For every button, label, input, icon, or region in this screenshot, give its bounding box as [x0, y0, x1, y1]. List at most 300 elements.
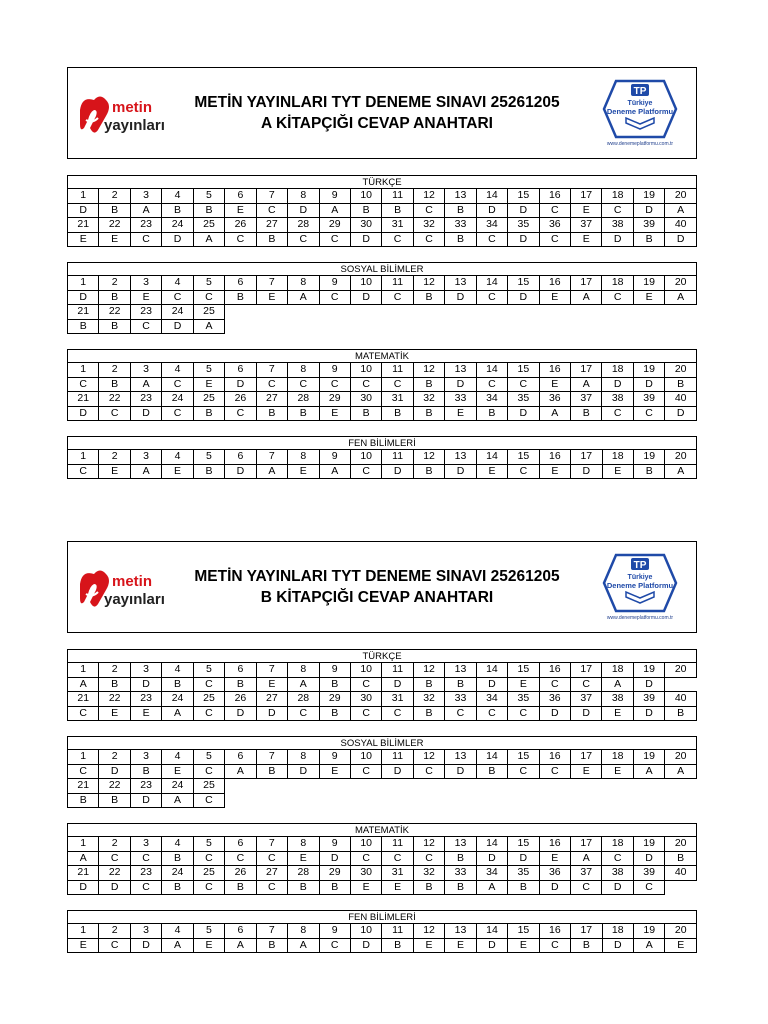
question-number-cell: 10: [350, 837, 381, 852]
answer-grid: [67, 188, 697, 247]
question-number-cell: 3: [130, 750, 161, 765]
answer-cell: D: [350, 290, 381, 305]
question-number-cell: 38: [602, 866, 633, 881]
question-number-cell: 8: [288, 924, 319, 939]
answer-cell: D: [130, 793, 161, 808]
answer-cell: E: [539, 290, 570, 305]
answer-cell: B: [288, 406, 319, 421]
answer-cell: E: [99, 232, 130, 247]
answer-grid: [67, 362, 697, 421]
answer-cell: D: [476, 938, 507, 953]
answer-cell: D: [225, 377, 256, 392]
answer-cell: C: [350, 764, 381, 779]
answer-cell: A: [665, 764, 697, 779]
answer-cell: B: [130, 764, 161, 779]
question-number-cell: 5: [193, 276, 224, 291]
answer-cell: C: [539, 203, 570, 218]
empty-cell: [633, 305, 664, 320]
platform-url: www.denemeplatformu.com.tr: [606, 615, 674, 621]
question-number-cell: 22: [99, 866, 130, 881]
question-number-cell: 14: [476, 276, 507, 291]
section-title: FEN BİLİMLERİ: [67, 910, 697, 923]
empty-cell: [602, 779, 633, 794]
question-number-cell: 17: [571, 363, 602, 378]
question-number-cell: 32: [413, 218, 444, 233]
answer-cell: C: [193, 764, 224, 779]
answer-cell: D: [633, 851, 664, 866]
question-number-cell: 31: [382, 866, 413, 881]
answer-cell: D: [130, 677, 161, 692]
platform-url: www.denemeplatformu.com.tr: [606, 141, 674, 147]
answer-cell: D: [256, 706, 287, 721]
answer-cell: C: [319, 938, 350, 953]
answer-cell: B: [319, 677, 350, 692]
answer-cell: E: [571, 764, 602, 779]
question-number-row: [68, 866, 697, 881]
answer-cell: A: [68, 677, 99, 692]
answer-cell: E: [633, 290, 664, 305]
question-number-cell: 6: [225, 276, 256, 291]
question-number-cell: 6: [225, 363, 256, 378]
question-number-cell: 16: [539, 663, 570, 678]
question-number-cell: 8: [288, 837, 319, 852]
question-number-cell: 2: [99, 363, 130, 378]
answer-cell: C: [193, 880, 224, 895]
answer-cell: A: [68, 851, 99, 866]
question-number-cell: 30: [350, 218, 381, 233]
empty-cell: [539, 779, 570, 794]
question-number-cell: 5: [193, 924, 224, 939]
answer-cell: D: [476, 203, 507, 218]
answer-cell: B: [225, 677, 256, 692]
answer-row: [68, 851, 697, 866]
empty-cell: [350, 319, 381, 334]
question-number-cell: 37: [571, 218, 602, 233]
answer-cell: B: [445, 851, 476, 866]
question-number-cell: 24: [162, 779, 193, 794]
svg-text:TP: TP: [633, 86, 647, 97]
question-number-row: [68, 189, 697, 204]
answer-row: [68, 677, 697, 692]
answer-cell: D: [99, 880, 130, 895]
empty-cell: [256, 793, 287, 808]
answer-row: [68, 203, 697, 218]
answer-cell: D: [508, 851, 539, 866]
answer-cell: D: [99, 764, 130, 779]
answer-cell: D: [68, 203, 99, 218]
question-number-cell: 9: [319, 837, 350, 852]
answer-cell: C: [476, 290, 507, 305]
question-number-cell: 12: [413, 663, 444, 678]
answer-cell: B: [445, 232, 476, 247]
question-number-cell: 20: [665, 276, 697, 291]
answer-cell: B: [633, 232, 664, 247]
section-title: MATEMATİK: [67, 823, 697, 836]
answer-cell: C: [256, 880, 287, 895]
answer-cell: D: [288, 764, 319, 779]
empty-cell: [539, 319, 570, 334]
answer-cell: E: [288, 851, 319, 866]
empty-cell: [571, 793, 602, 808]
question-number-cell: 28: [288, 392, 319, 407]
answer-cell: D: [602, 377, 633, 392]
question-number-cell: 14: [476, 363, 507, 378]
empty-cell: [571, 305, 602, 320]
answer-cell: B: [99, 677, 130, 692]
question-number-cell: 40: [665, 392, 697, 407]
answer-cell: C: [99, 851, 130, 866]
answer-cell: B: [99, 290, 130, 305]
question-number-cell: 1: [68, 837, 99, 852]
question-number-cell: 3: [130, 837, 161, 852]
answer-cell: B: [99, 319, 130, 334]
answer-cell: A: [634, 938, 665, 953]
answer-cell: C: [68, 706, 99, 721]
empty-cell: [350, 305, 381, 320]
question-number-cell: 1: [68, 276, 99, 291]
empty-cell: [602, 319, 633, 334]
question-number-cell: 2: [99, 189, 130, 204]
answer-cell: D: [633, 203, 664, 218]
empty-cell: [413, 793, 444, 808]
answer-cell: B: [225, 880, 256, 895]
svg-text:yayınları: yayınları: [104, 591, 165, 608]
empty-cell: [508, 779, 539, 794]
question-number-cell: 20: [665, 363, 697, 378]
answer-cell: A: [633, 764, 664, 779]
question-number-cell: 2: [99, 450, 130, 465]
answer-cell: D: [68, 406, 99, 421]
answer-cell: E: [602, 706, 633, 721]
answer-cell: C: [571, 880, 602, 895]
question-number-cell: 19: [633, 837, 664, 852]
question-number-cell: 17: [571, 450, 602, 465]
question-number-row: [68, 218, 697, 233]
title-line-1: METİN YAYINLARI TYT DENEME SINAVI 25261205: [194, 94, 560, 111]
question-number-cell: 21: [68, 692, 99, 707]
empty-cell: [382, 305, 413, 320]
answer-cell: D: [130, 938, 161, 953]
question-number-cell: 1: [68, 663, 99, 678]
answer-cell: C: [476, 377, 507, 392]
answer-cell: C: [99, 406, 130, 421]
question-number-cell: 39: [633, 392, 664, 407]
question-number-cell: 15: [508, 450, 539, 465]
question-number-cell: 21: [68, 305, 99, 320]
answer-cell: D: [445, 464, 476, 479]
section-title: TÜRKÇE: [67, 649, 697, 662]
question-number-cell: 2: [99, 750, 130, 765]
answer-cell: B: [319, 706, 350, 721]
question-number-cell: 36: [539, 692, 570, 707]
section-title: FEN BİLİMLERİ: [67, 436, 697, 449]
question-number-cell: 5: [193, 189, 224, 204]
empty-cell: [382, 319, 413, 334]
question-number-row: [68, 363, 697, 378]
answer-cell: B: [476, 406, 507, 421]
question-number-cell: 14: [476, 837, 507, 852]
answer-cell: E: [288, 464, 319, 479]
answer-cell: C: [225, 406, 256, 421]
question-number-cell: 18: [602, 450, 633, 465]
title-line-2: B KİTAPÇIĞI CEVAP ANAHTARI: [260, 589, 494, 606]
booklet-b-header: [67, 541, 697, 633]
question-number-cell: 14: [476, 189, 507, 204]
empty-cell: [665, 779, 697, 794]
answer-cell: B: [319, 880, 350, 895]
question-number-cell: 11: [382, 450, 413, 465]
answer-cell: B: [571, 938, 602, 953]
empty-cell: [445, 779, 476, 794]
question-number-cell: 17: [571, 663, 602, 678]
answer-cell: C: [225, 851, 256, 866]
question-number-cell: 4: [162, 450, 193, 465]
answer-cell: B: [413, 706, 444, 721]
answer-cell: E: [602, 764, 633, 779]
answer-cell: C: [382, 377, 413, 392]
svg-text:metin: metin: [112, 573, 153, 590]
question-number-cell: 15: [508, 837, 539, 852]
question-number-cell: 9: [319, 450, 350, 465]
empty-cell: [665, 305, 697, 320]
question-number-cell: 21: [68, 218, 99, 233]
answer-cell: B: [193, 203, 224, 218]
question-number-cell: 35: [508, 692, 539, 707]
answer-row: [68, 319, 697, 334]
answer-cell: B: [225, 290, 256, 305]
question-number-cell: 27: [256, 866, 287, 881]
answer-cell: E: [68, 232, 99, 247]
answer-cell: C: [633, 880, 664, 895]
answer-cell: C: [413, 851, 444, 866]
answer-cell: C: [382, 706, 413, 721]
empty-cell: [571, 319, 602, 334]
question-number-cell: 23: [130, 866, 161, 881]
question-number-cell: 11: [382, 276, 413, 291]
answer-cell: D: [508, 203, 539, 218]
answer-cell: D: [68, 290, 99, 305]
answer-grid: [67, 836, 697, 895]
question-number-cell: 2: [99, 837, 130, 852]
empty-cell: [225, 305, 256, 320]
empty-cell: [225, 779, 256, 794]
question-number-cell: 13: [445, 750, 476, 765]
question-number-cell: 22: [99, 692, 130, 707]
question-number-cell: 32: [413, 392, 444, 407]
question-number-cell: 25: [193, 692, 224, 707]
question-number-cell: 31: [382, 692, 413, 707]
answer-cell: C: [476, 706, 507, 721]
question-number-cell: 16: [539, 837, 570, 852]
answer-cell: D: [602, 880, 633, 895]
question-number-cell: 18: [602, 924, 633, 939]
answer-cell: C: [350, 851, 381, 866]
question-number-cell: 5: [193, 837, 224, 852]
question-number-cell: 29: [319, 692, 350, 707]
question-number-cell: 12: [413, 363, 444, 378]
booklet-a-turkce: [67, 175, 697, 247]
answer-cell: E: [508, 938, 539, 953]
booklet-a-title: [168, 92, 586, 134]
question-number-cell: 14: [476, 450, 507, 465]
question-number-cell: 12: [413, 750, 444, 765]
booklet-a-matematik: [67, 349, 697, 421]
answer-cell: D: [602, 938, 633, 953]
answer-grid: [67, 449, 697, 479]
question-number-cell: 14: [476, 750, 507, 765]
booklet-b-fen: [67, 910, 697, 953]
question-number-cell: 36: [539, 218, 570, 233]
answer-row: [68, 938, 697, 953]
question-number-cell: 19: [634, 450, 665, 465]
empty-cell: [350, 779, 381, 794]
question-number-cell: 25: [193, 779, 224, 794]
answer-cell: A: [288, 938, 319, 953]
answer-cell: C: [602, 203, 633, 218]
answer-cell: C: [350, 677, 381, 692]
question-number-cell: 5: [193, 750, 224, 765]
question-number-row: [68, 663, 697, 678]
answer-cell: B: [68, 319, 99, 334]
question-number-cell: 4: [162, 189, 193, 204]
question-number-cell: 24: [162, 218, 193, 233]
question-number-cell: 35: [508, 866, 539, 881]
question-number-cell: 6: [225, 189, 256, 204]
answer-grid: [67, 923, 697, 953]
answer-cell: B: [634, 464, 665, 479]
question-number-cell: 12: [413, 450, 444, 465]
answer-cell: D: [288, 203, 319, 218]
question-number-cell: 7: [256, 750, 287, 765]
answer-cell: E: [193, 377, 224, 392]
question-number-cell: 6: [225, 663, 256, 678]
answer-cell: C: [319, 290, 350, 305]
question-number-cell: 4: [162, 837, 193, 852]
answer-cell: C: [288, 232, 319, 247]
answer-cell: B: [665, 377, 697, 392]
answer-cell: A: [602, 677, 633, 692]
empty-cell: [665, 880, 697, 895]
question-number-cell: 29: [319, 392, 350, 407]
question-number-row: [68, 924, 697, 939]
question-number-cell: 31: [382, 392, 413, 407]
empty-cell: [319, 793, 350, 808]
question-number-cell: 33: [445, 218, 476, 233]
empty-cell: [445, 305, 476, 320]
answer-cell: C: [193, 677, 224, 692]
answer-cell: E: [445, 406, 476, 421]
answer-cell: D: [476, 677, 507, 692]
answer-cell: A: [288, 677, 319, 692]
question-number-cell: 6: [225, 924, 256, 939]
answer-grid: [67, 662, 697, 721]
question-number-cell: 16: [539, 924, 570, 939]
answer-cell: E: [665, 938, 697, 953]
section-title: SOSYAL BİLİMLER: [67, 736, 697, 749]
answer-cell: B: [256, 764, 287, 779]
answer-cell: C: [413, 764, 444, 779]
question-number-row: [68, 750, 697, 765]
question-number-cell: 19: [633, 363, 664, 378]
answer-cell: B: [162, 851, 193, 866]
answer-cell: E: [99, 464, 130, 479]
answer-row: [68, 764, 697, 779]
answer-cell: A: [162, 938, 193, 953]
booklet-b-sosyal: [67, 736, 697, 808]
answer-row: [68, 406, 697, 421]
answer-cell: B: [256, 406, 287, 421]
question-number-cell: 27: [256, 392, 287, 407]
answer-cell: E: [602, 464, 633, 479]
empty-cell: [508, 793, 539, 808]
svg-text:yayınları: yayınları: [104, 117, 165, 134]
question-number-cell: 1: [68, 750, 99, 765]
empty-cell: [445, 793, 476, 808]
question-number-cell: 16: [539, 450, 570, 465]
answer-cell: C: [162, 406, 193, 421]
answer-cell: A: [319, 203, 350, 218]
answer-cell: C: [256, 377, 287, 392]
question-number-cell: 11: [382, 750, 413, 765]
answer-cell: B: [413, 377, 444, 392]
question-number-cell: 23: [130, 779, 161, 794]
empty-cell: [382, 779, 413, 794]
answer-row: [68, 464, 697, 479]
answer-cell: C: [193, 793, 224, 808]
question-number-cell: 31: [382, 218, 413, 233]
answer-cell: B: [413, 677, 444, 692]
answer-cell: E: [508, 677, 539, 692]
question-number-cell: 22: [99, 392, 130, 407]
answer-cell: C: [539, 232, 570, 247]
empty-cell: [319, 305, 350, 320]
answer-cell: D: [633, 377, 664, 392]
empty-cell: [476, 305, 507, 320]
question-number-cell: 8: [288, 450, 319, 465]
answer-cell: C: [319, 232, 350, 247]
question-number-cell: 15: [508, 750, 539, 765]
question-number-cell: 18: [602, 750, 633, 765]
question-number-cell: 40: [665, 866, 697, 881]
answer-cell: C: [288, 377, 319, 392]
answer-cell: A: [130, 464, 161, 479]
svg-text:Türkiye: Türkiye: [627, 574, 653, 581]
answer-cell: D: [571, 706, 602, 721]
answer-cell: E: [539, 377, 570, 392]
answer-cell: B: [445, 203, 476, 218]
answer-cell: B: [99, 793, 130, 808]
question-number-cell: 1: [68, 924, 99, 939]
empty-cell: [539, 793, 570, 808]
metin-yayinlari-logo: [76, 90, 168, 138]
answer-cell: C: [225, 232, 256, 247]
answer-cell: B: [508, 880, 539, 895]
question-number-cell: 13: [445, 450, 476, 465]
question-number-row: [68, 450, 697, 465]
answer-cell: C: [350, 464, 381, 479]
question-number-cell: 8: [288, 276, 319, 291]
answer-cell: C: [130, 880, 161, 895]
empty-cell: [256, 319, 287, 334]
svg-text:Türkiye: Türkiye: [627, 100, 653, 107]
question-number-cell: 15: [508, 663, 539, 678]
empty-cell: [256, 305, 287, 320]
answer-cell: C: [382, 290, 413, 305]
question-number-cell: 23: [130, 692, 161, 707]
question-number-row: [68, 837, 697, 852]
question-number-cell: 4: [162, 663, 193, 678]
section-title: TÜRKÇE: [67, 175, 697, 188]
